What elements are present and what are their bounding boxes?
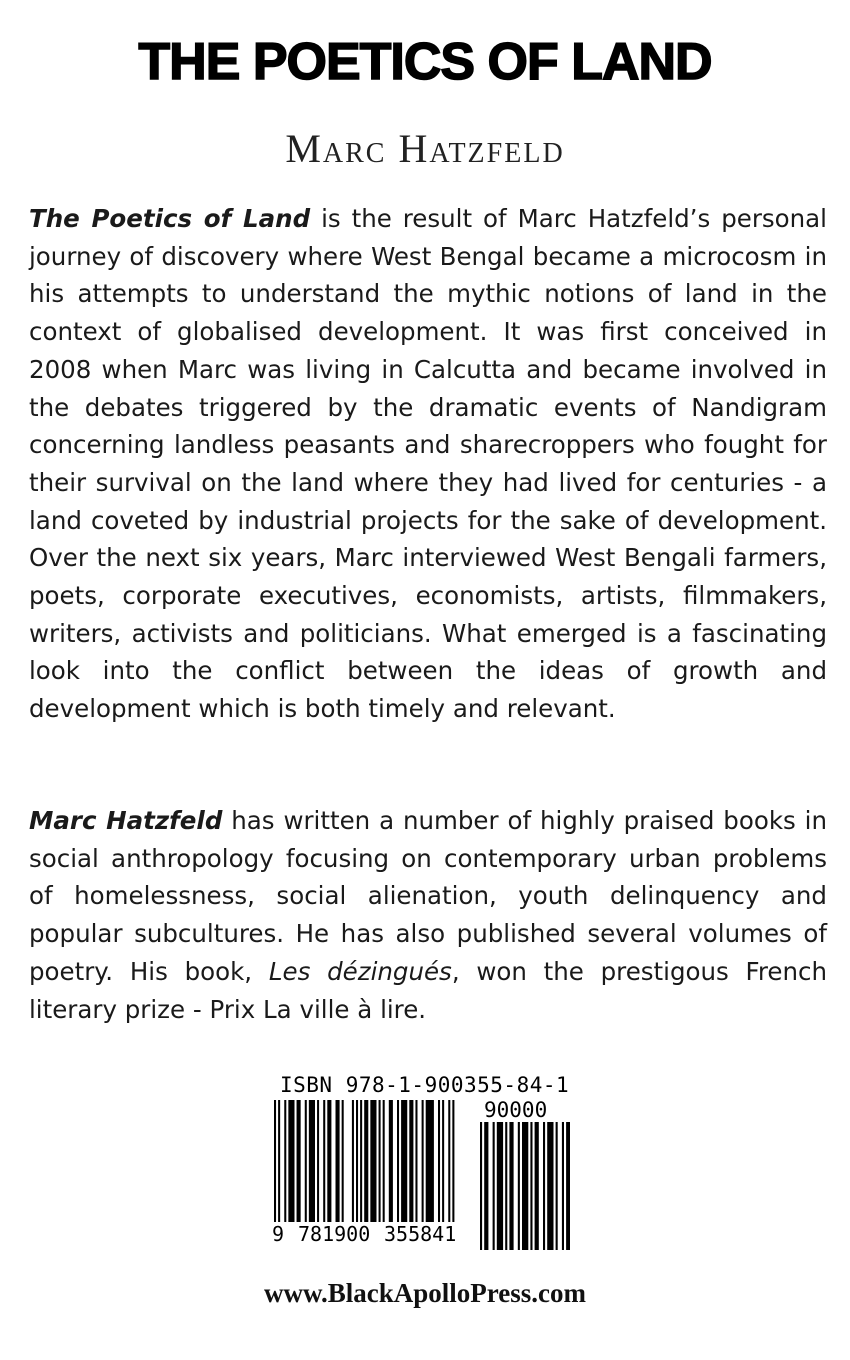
bio-author-name: Marc Hatzfeld xyxy=(29,806,223,835)
barcode-addon-bars xyxy=(480,1122,570,1250)
barcode-bar xyxy=(452,1100,454,1222)
barcode-bar xyxy=(342,1100,344,1222)
barcode-bar xyxy=(397,1100,399,1222)
barcode-bar xyxy=(364,1100,368,1222)
barcode-bar xyxy=(415,1100,417,1222)
barcode-bar xyxy=(360,1100,362,1222)
barcode-bar xyxy=(438,1100,440,1222)
barcode-bar xyxy=(505,1122,507,1250)
barcode-bar xyxy=(409,1100,413,1222)
barcode-bar xyxy=(274,1100,276,1222)
ean-group-2: 355841 xyxy=(384,1222,457,1246)
barcode-bar xyxy=(426,1100,434,1222)
author-bio-paragraph xyxy=(29,802,827,1028)
barcode-bar xyxy=(336,1100,340,1222)
barcode-bar xyxy=(493,1122,495,1250)
blurb-book-title: The Poetics of Land xyxy=(29,204,311,233)
barcode-bar xyxy=(522,1122,528,1250)
barcode-bar xyxy=(530,1122,532,1250)
barcode-bar xyxy=(566,1122,570,1250)
blurb-body: is the result of Marc Hatzfeld’s personal journey of discovery where West Bengal became a microcosm in his attempts to understand the mythic notions of land in the context of globalised development. It was first conceived in 2008 when Marc was living in Calcutta and became involved in the debates triggered by the dramatic events of Nandigram concerning landless peasants and sharecroppers who fought for their survival on the land where they had lived for centuries - a land coveted by industrial projects for the sake of development. Over the next six years, Marc interviewed West Bengali farmers, poets, corporate executives, economists, artists, filmmakers, writers, activists and politicians. What emerged is a fascinating look into the conflict between the ideas of growth and development which is both timely and relevant. xyxy=(29,204,827,724)
barcode-bar xyxy=(327,1100,331,1222)
ean-group-1: 781900 xyxy=(298,1222,371,1246)
bio-body-part2: , won the prestigous French literary prize - Prix La ville à lire. xyxy=(29,956,827,1024)
publisher-website[interactable]: www.BlackApolloPress.com xyxy=(264,1278,586,1308)
barcode-bar xyxy=(305,1100,307,1222)
barcode-bar xyxy=(422,1100,424,1222)
blurb-paragraph xyxy=(29,200,827,728)
barcode-bar xyxy=(288,1100,294,1222)
barcode-bar xyxy=(484,1122,488,1250)
book-title: THE POETICS OF LAND xyxy=(138,33,712,91)
bio-body-part1: has written a number of highly praised books in social anthropology focusing on contemporary urban problems of homelessness, social alienation, youth delinquency and popular subcultures. He has also published several volumes of poetry. His book, xyxy=(29,806,827,986)
price-code: 90000 xyxy=(484,1098,548,1122)
barcode-bar xyxy=(356,1100,358,1222)
barcode-bar xyxy=(383,1100,385,1222)
barcode-bar xyxy=(556,1122,558,1250)
barcode-bar xyxy=(480,1122,482,1250)
isbn-label: ISBN 978-1-900355-84-1 xyxy=(280,1073,570,1097)
barcode-bar xyxy=(284,1100,286,1222)
barcode-bar xyxy=(509,1122,513,1250)
barcode-bar xyxy=(442,1100,444,1222)
barcode-bar xyxy=(379,1100,381,1222)
author-name: Marc Hatzfeld xyxy=(285,126,565,171)
barcode-bar xyxy=(543,1122,545,1250)
barcode-bar xyxy=(317,1100,319,1222)
barcode-bar xyxy=(562,1122,564,1250)
bio-book-title: Les dézingués xyxy=(268,956,452,986)
barcode-bar xyxy=(323,1100,325,1222)
barcode-bar xyxy=(309,1100,315,1222)
barcode-bar xyxy=(389,1100,393,1222)
barcode-bar xyxy=(278,1100,280,1222)
barcode-bar xyxy=(535,1122,539,1250)
barcode-bar xyxy=(370,1100,376,1222)
barcode-bar xyxy=(352,1100,354,1222)
barcode-bar xyxy=(401,1100,407,1222)
barcode-bar xyxy=(497,1122,503,1250)
barcode-bar xyxy=(297,1100,301,1222)
ean-first-digit: 9 xyxy=(272,1222,285,1246)
barcode-bar xyxy=(448,1100,450,1222)
barcode-bar xyxy=(518,1122,520,1250)
barcode-bar xyxy=(547,1122,553,1250)
